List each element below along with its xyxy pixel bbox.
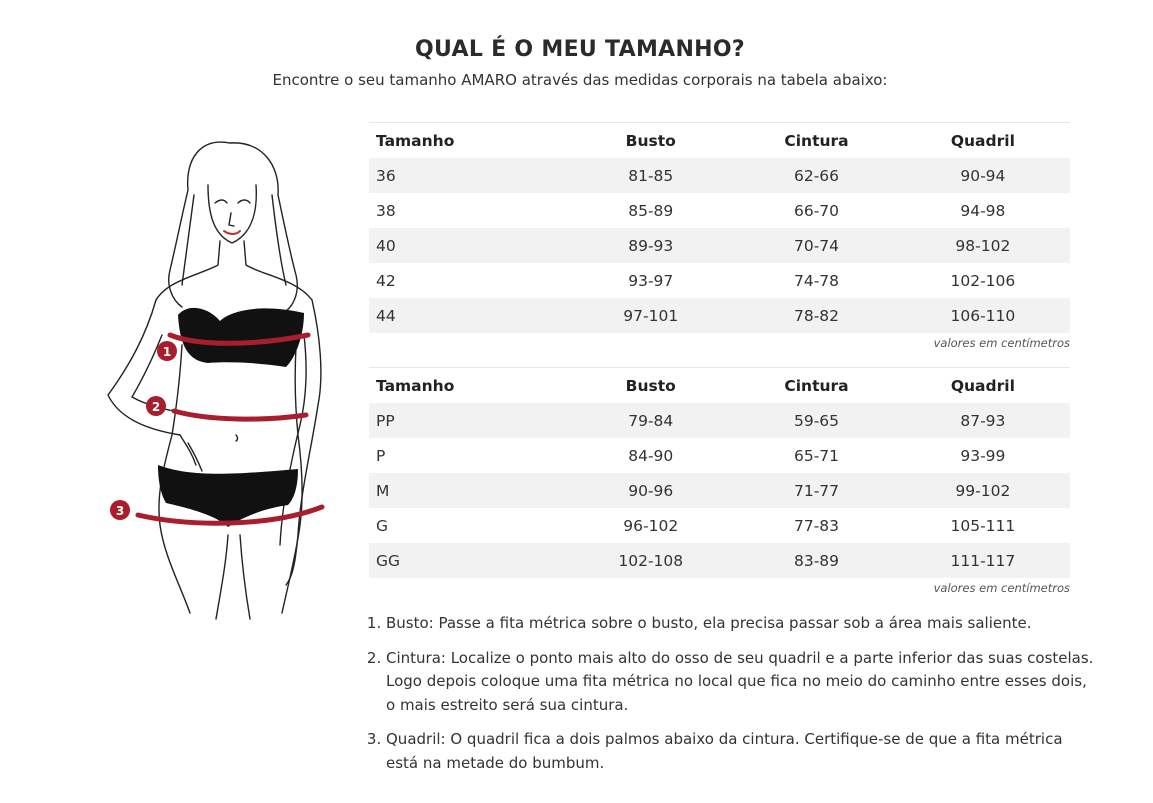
table-row — [369, 403, 1070, 438]
cell-quadril: 90-94 — [896, 158, 1070, 193]
cell-size: 38 — [376, 201, 396, 220]
cell-quadril: 105-111 — [950, 516, 1016, 535]
measurement-instructions — [362, 612, 1096, 786]
cell-cintura: 77-83 — [793, 516, 840, 535]
cell-cintura: 78-82 — [737, 298, 895, 333]
instruction-busto: 1. Busto: Passe a fita métrica sobre o busto, ela precisa passar sob a área mais saliente. — [386, 612, 1096, 636]
cell-busto: 79-84 — [564, 403, 737, 438]
marker-2: 2 — [151, 400, 161, 414]
marker-3: 3 — [115, 504, 125, 518]
instruction-quadril: 3. Quadril: O quadril fica a dois palmos abaixo da cintura. Certifique-se de que a fita métrica está na metade do bumbum. — [386, 728, 1096, 775]
header-quadril: Quadril — [896, 368, 1070, 404]
header-cintura: Cintura — [737, 368, 895, 404]
cell-busto: 84-90 — [628, 446, 674, 465]
instruction-cintura: 2. Cintura: Localize o ponto mais alto do osso de seu quadril e a parte inferior das suas costelas. Logo depois coloque uma fita métrica no local que fica no meio do caminho entre esses dois, o mais estreito será sua cintura. — [386, 647, 1096, 718]
cell-size: 40 — [369, 228, 564, 263]
cell-busto: 97-101 — [564, 298, 737, 333]
cell-cintura: 66-70 — [793, 201, 840, 220]
cell-cintura: 83-89 — [737, 543, 895, 578]
header-quadril: Quadril — [896, 123, 1070, 159]
cell-quadril: 99-102 — [896, 473, 1070, 508]
cell-busto: 90-96 — [564, 473, 737, 508]
cell-busto: 93-97 — [628, 271, 674, 290]
cell-size: 36 — [369, 158, 564, 193]
body-measurement-illustration — [90, 135, 340, 620]
size-table-letter — [369, 367, 1070, 578]
units-note: valores em centímetros — [933, 336, 1070, 350]
cell-size: 42 — [376, 271, 396, 290]
table-row — [369, 298, 1070, 333]
header-cintura: Cintura — [737, 123, 895, 159]
table-row — [369, 543, 1070, 578]
header-busto: Busto — [564, 368, 737, 404]
cell-cintura: 62-66 — [737, 158, 895, 193]
units-note: valores em centímetros — [933, 581, 1070, 595]
cell-cintura: 71-77 — [737, 473, 895, 508]
cell-size: M — [369, 473, 564, 508]
header-tamanho: Tamanho — [369, 123, 564, 159]
table-header-row — [369, 123, 1070, 159]
size-table-numeric — [369, 122, 1070, 333]
cell-size: PP — [369, 403, 564, 438]
cell-cintura: 59-65 — [737, 403, 895, 438]
table-header-row — [369, 368, 1070, 404]
cell-quadril: 93-99 — [960, 446, 1006, 465]
page-title: QUAL É O MEU TAMANHO? — [415, 37, 745, 62]
cell-size: P — [376, 446, 386, 465]
cell-size: G — [376, 516, 389, 535]
cell-quadril: 106-110 — [896, 298, 1070, 333]
table-row — [369, 193, 1070, 228]
cell-size: 44 — [369, 298, 564, 333]
cell-quadril: 102-106 — [950, 271, 1016, 290]
cell-quadril: 98-102 — [896, 228, 1070, 263]
cell-quadril: 87-93 — [896, 403, 1070, 438]
marker-1: 1 — [162, 345, 172, 359]
table-row — [369, 438, 1070, 473]
table-row — [369, 508, 1070, 543]
table-row — [369, 228, 1070, 263]
table-row — [369, 158, 1070, 193]
cell-quadril: 94-98 — [960, 201, 1006, 220]
cell-cintura: 70-74 — [737, 228, 895, 263]
table-row — [369, 263, 1070, 298]
cell-busto: 85-89 — [628, 201, 674, 220]
cell-quadril: 111-117 — [896, 543, 1070, 578]
cell-size: GG — [369, 543, 564, 578]
table-row — [369, 473, 1070, 508]
header-busto: Busto — [564, 123, 737, 159]
cell-busto: 96-102 — [623, 516, 679, 535]
cell-cintura: 74-78 — [793, 271, 840, 290]
header-tamanho: Tamanho — [369, 368, 564, 404]
cell-busto: 81-85 — [564, 158, 737, 193]
cell-busto: 89-93 — [564, 228, 737, 263]
cell-busto: 102-108 — [564, 543, 737, 578]
cell-cintura: 65-71 — [793, 446, 840, 465]
page-subtitle: Encontre o seu tamanho AMARO através das medidas corporais na tabela abaixo: — [272, 71, 888, 89]
